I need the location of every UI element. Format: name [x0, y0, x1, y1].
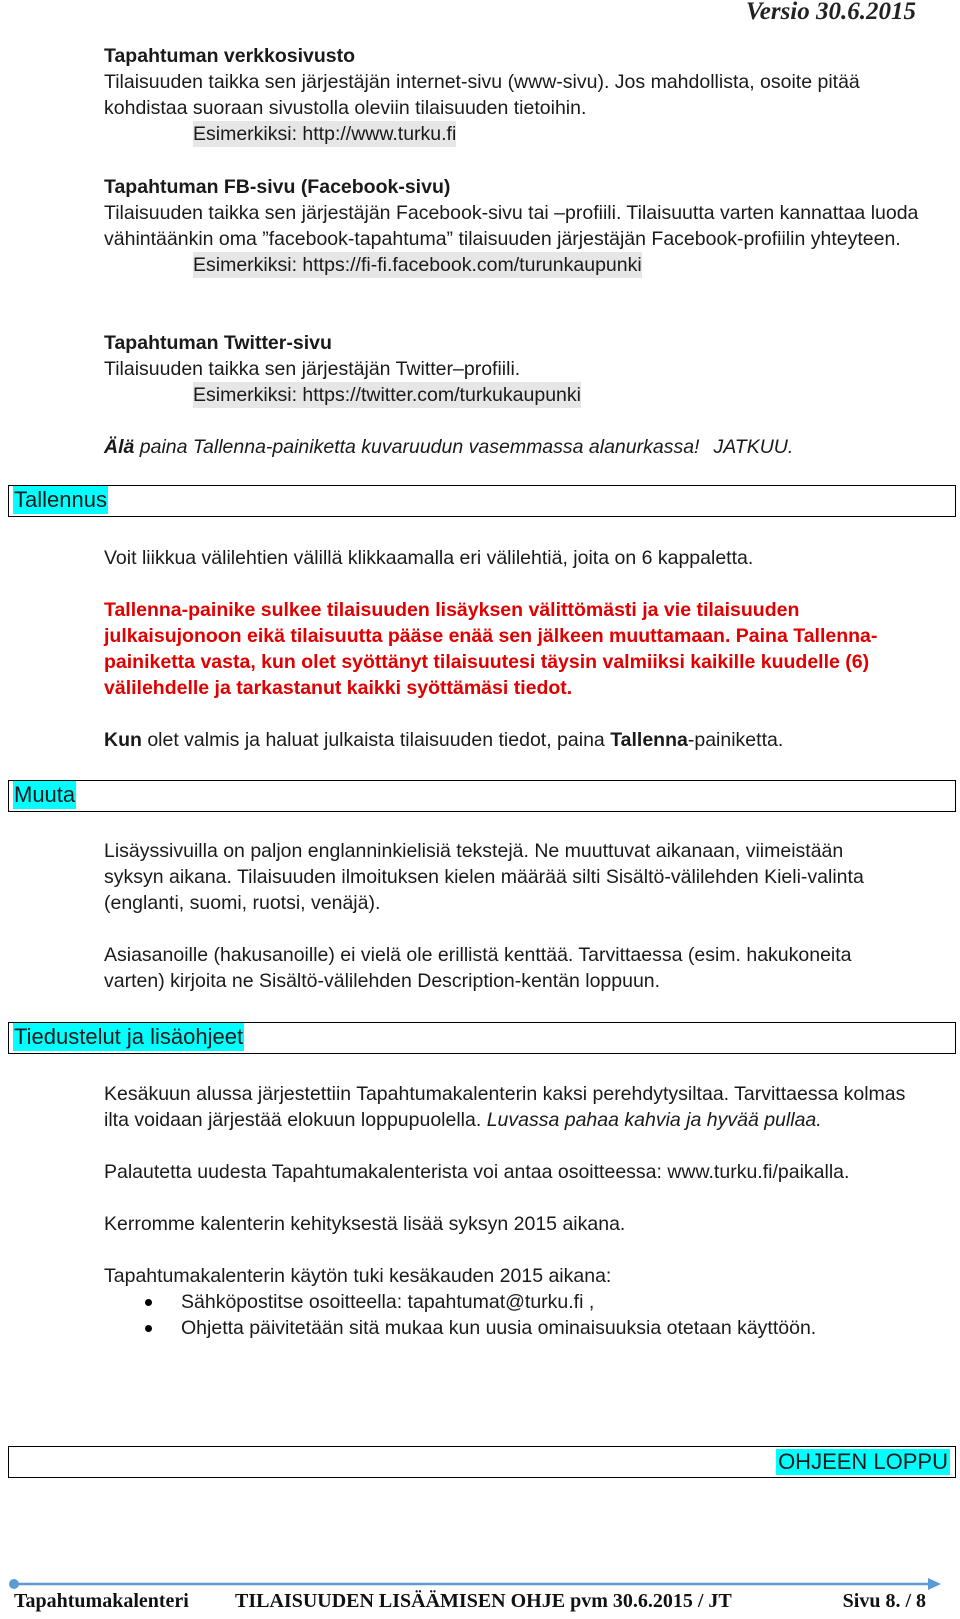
list-item-text: Ohjetta päivitetään sitä mukaa kun uusia ominaisuuksia otetaan käyttöön.	[181, 1317, 817, 1339]
kun-bold: Kun	[104, 729, 142, 751]
tallennus-warning: Tallenna-painike sulkee tilaisuuden lisäyksen välittömästi ja vie tilaisuuden julkaisujonoon eikä tilaisuutta pääse enää sen jälkeen muuttamaan. Paina Tallenna-painiketta vasta, kun olet syöttänyt tilaisuutesi täysin valmiiksi kaikille kuudelle (6) välilehdelle ja tarkastanut kaikki syöttämäsi tiedot.	[104, 599, 878, 699]
list-item-text: Sähköpostitse osoitteella: tapahtumat@turku.fi ,	[181, 1291, 595, 1313]
section-title-muuta: Muuta	[14, 782, 76, 807]
web-example: Esimerkiksi: http://www.turku.fi	[193, 123, 457, 145]
section-title-tallennus: Tallennus	[14, 487, 107, 512]
bullet-icon	[145, 1325, 152, 1332]
tiedustelut-p1-text: Kesäkuun alussa järjestettiin Tapahtumakalenterin kaksi perehdytysiltaa. Tarvittaessa kolmas ilta voidaan järjestää elokuun loppupuolella.	[104, 1083, 906, 1131]
bullet-icon	[145, 1299, 152, 1306]
twitter-section	[104, 330, 924, 408]
tiedustelut-p1-italic: Luvassa pahaa kahvia ja hyvää pullaa.	[486, 1109, 822, 1131]
tiedustelut-section	[104, 1081, 914, 1341]
end-box	[8, 1446, 956, 1478]
end-label: OHJEEN LOPPU	[778, 1449, 948, 1474]
footer-page-number: Sivu 8. / 8	[842, 1590, 926, 1612]
warning-text: paina Tallenna-painiketta kuvaruudun vasemmassa alanurkassa!	[134, 436, 700, 458]
tallennus-p3-end: -painiketta.	[687, 729, 784, 751]
tallennus-p3-mid: olet valmis ja haluat julkaista tilaisuuden tiedot, paina	[141, 729, 611, 751]
section-title-tiedustelut: Tiedustelut ja lisäohjeet	[14, 1024, 244, 1049]
fb-example: Esimerkiksi: https://fi-fi.facebook.com/turunkaupunki	[193, 254, 642, 276]
support-list	[104, 1289, 914, 1341]
tiedustelut-p2: Palautetta uudesta Tapahtumakalenterista voi antaa osoitteessa: www.turku.fi/paikalla.	[104, 1161, 850, 1183]
fb-title: Tapahtuman FB-sivu (Facebook-sivu)	[104, 176, 451, 198]
version-label: Versio 30.6.2015	[745, 0, 916, 25]
web-section	[104, 43, 924, 147]
section-header-muuta	[8, 780, 956, 812]
tallennus-p1: Voit liikkua välilehtien välillä klikkaamalla eri välilehtiä, joita on 6 kappaletta.	[104, 547, 754, 569]
tallennus-section	[104, 545, 924, 753]
fb-text: Tilaisuuden taikka sen järjestäjän Facebook-sivu tai –profiili. Tilaisuutta varten kannattaa luoda vähintäänkin oma ”facebook-tapahtuma” tilaisuuden järjestäjän Facebook-profiilin yhteyteen.	[104, 202, 919, 250]
footer-dot-icon	[9, 1579, 19, 1589]
web-title: Tapahtuman verkkosivusto	[104, 45, 356, 67]
twitter-text: Tilaisuuden taikka sen järjestäjän Twitter–profiili.	[104, 358, 521, 380]
tallennus-p3	[104, 727, 924, 753]
muuta-section	[104, 838, 894, 994]
continue-label: JATKUU.	[713, 436, 794, 458]
tiedustelut-p3: Kerromme kalenterin kehityksestä lisää syksyn 2015 aikana.	[104, 1213, 626, 1235]
section-header-tallennus	[8, 485, 956, 517]
list-item	[104, 1315, 914, 1341]
muuta-p2: Asiasanoille (hakusanoille) ei vielä ole erillistä kenttää. Tarvittaessa (esim. hakukoneita varten) kirjoita ne Sisältö-välilehden Description-kentän loppuun.	[104, 944, 852, 992]
section-header-tiedustelut	[8, 1022, 956, 1054]
save-warning	[104, 434, 924, 460]
footer-app-name: Tapahtumakalenteri	[14, 1590, 189, 1612]
tiedustelut-p4: Tapahtumakalenterin käytön tuki kesäkauden 2015 aikana:	[104, 1265, 612, 1287]
muuta-p1: Lisäyssivuilla on paljon englanninkielisiä tekstejä. Ne muuttuvat aikanaan, viimeistään syksyn aikana. Tilaisuuden ilmoituksen kielen määrää silti Sisältö-välilehden Kieli-valinta (englanti, suomi, ruotsi, venäjä).	[104, 840, 864, 914]
tallenna-bold: Tallenna	[610, 729, 688, 751]
list-item	[104, 1289, 914, 1315]
footer-doc-title: TILAISUUDEN LISÄÄMISEN OHJE pvm 30.6.2015 / JT	[235, 1590, 732, 1612]
warning-bold: Älä	[104, 436, 135, 458]
twitter-title: Tapahtuman Twitter-sivu	[104, 332, 332, 354]
web-text: Tilaisuuden taikka sen järjestäjän internet-sivu (www-sivu). Jos mahdollista, osoite pitää kohdistaa suoraan sivustolla oleviin tilaisuuden tietoihin.	[104, 71, 860, 119]
twitter-example: Esimerkiksi: https://twitter.com/turkukaupunki	[193, 384, 581, 406]
footer-arrow-icon	[928, 1578, 941, 1590]
fb-section	[104, 174, 924, 278]
tiedustelut-p1	[104, 1081, 914, 1133]
